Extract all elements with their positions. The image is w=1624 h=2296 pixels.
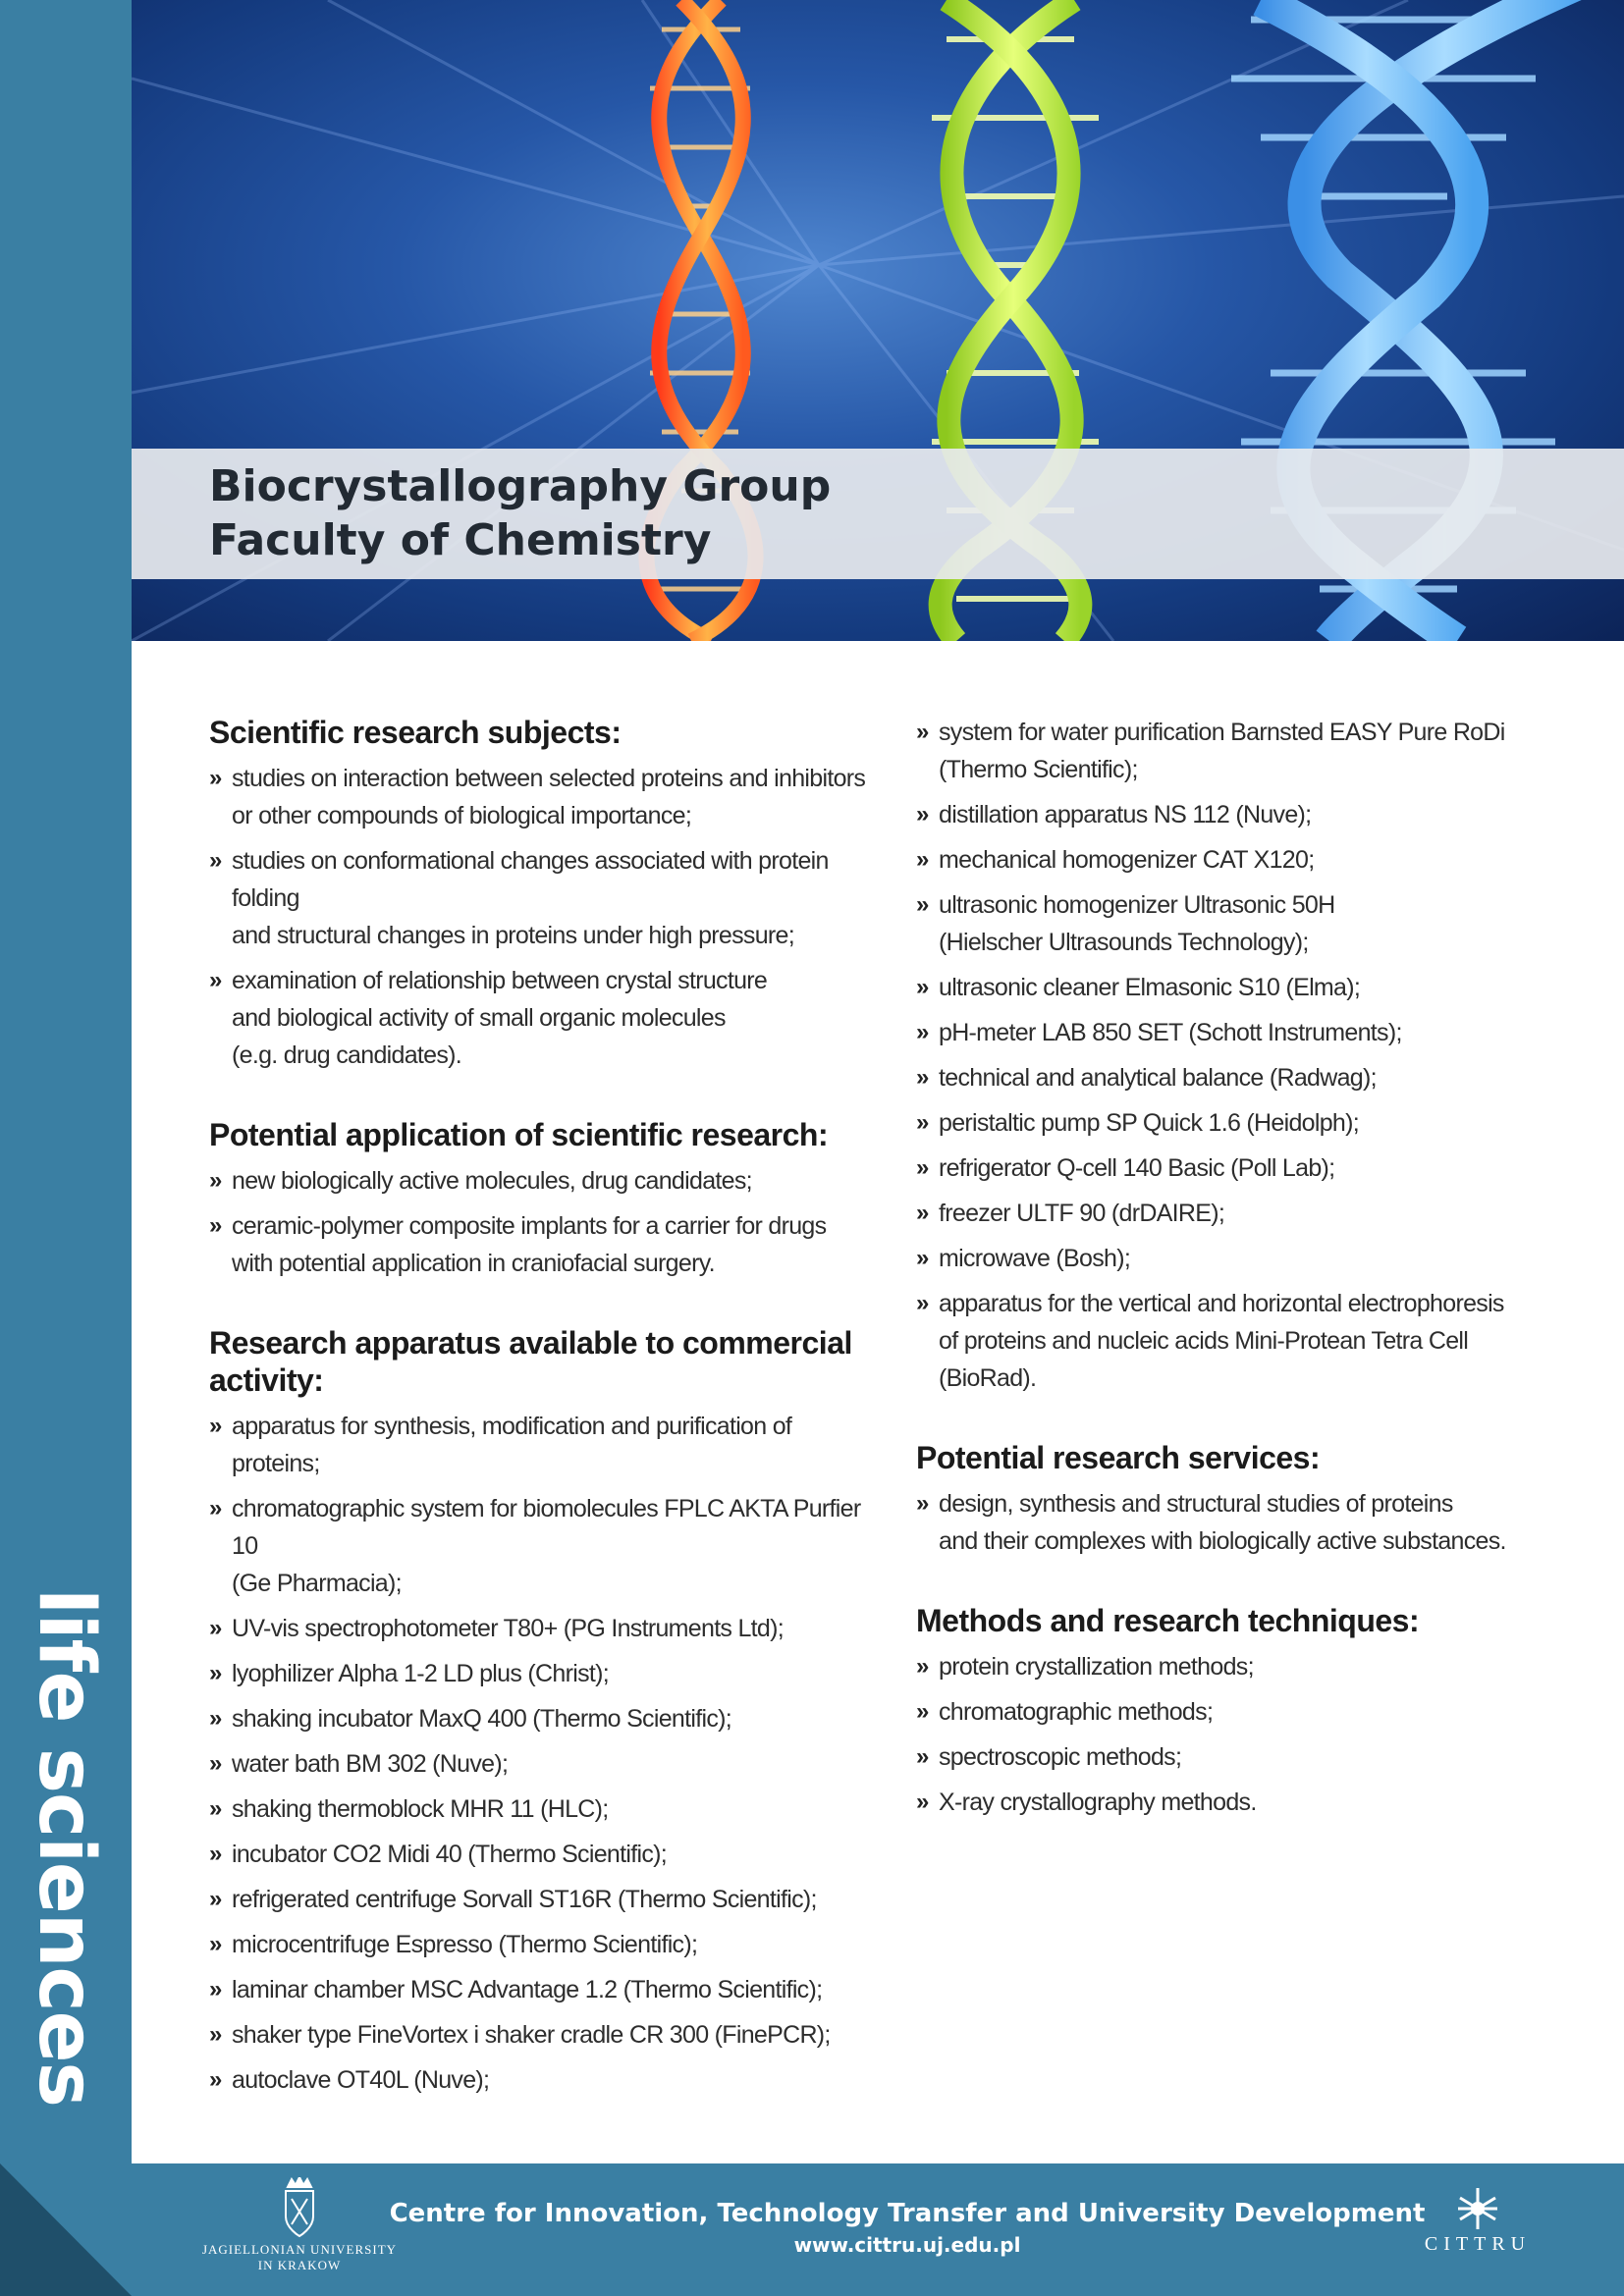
bullet-icon: » (209, 1976, 222, 2002)
list-item: » incubator CO2 Midi 40 (Thermo Scientific); (209, 1836, 877, 1873)
bullet-icon: » (209, 1705, 222, 1732)
list-item: » autoclave OT40L (Nuve); (209, 2061, 877, 2099)
cittru-logo-text: CITTRU (1424, 2233, 1532, 2255)
list-item: » water bath BM 302 (Nuve); (209, 1745, 877, 1783)
list-item: » shaking thermoblock MHR 11 (HLC); (209, 1790, 877, 1828)
list-item: » apparatus for synthesis, modification and purification of proteins; (209, 1408, 877, 1482)
list-item: » technical and analytical balance (Radwag); (916, 1059, 1584, 1096)
footer-url-link[interactable]: www.cittru.uj.edu.pl (793, 2233, 1021, 2257)
list-item: » studies on interaction between selected proteins and inhibitors or other compounds of biological importance; (209, 760, 877, 834)
bullet-icon: » (916, 801, 929, 828)
list-item: » pH-meter LAB 850 SET (Schott Instruments); (916, 1014, 1584, 1051)
uj-logo-text: JAGIELLONIAN UNIVERSITY IN KRAKOW (201, 2242, 398, 2272)
bullet-icon: » (916, 1743, 929, 1770)
bullet-icon: » (916, 1653, 929, 1680)
methods-list (916, 1648, 1584, 1821)
research-services-list (916, 1485, 1584, 1560)
bullet-icon: » (916, 1245, 929, 1271)
section-heading-research-subjects: Scientific research subjects: (209, 715, 622, 750)
potential-application-list (209, 1162, 877, 1282)
bullet-icon: » (209, 765, 222, 791)
sidebar-corner-decoration (0, 2163, 132, 2296)
list-item: » examination of relationship between crystal structure and biological activity of small organic molecules (e.g. drug candidates). (209, 962, 877, 1074)
list-item: » refrigerated centrifuge Sorvall ST16R (Thermo Scientific); (209, 1881, 877, 1918)
bullet-icon: » (916, 846, 929, 873)
bullet-icon: » (209, 847, 222, 874)
footer-title: Centre for Innovation, Technology Transfer and University Development (389, 2199, 1426, 2228)
bullet-icon: » (209, 2021, 222, 2048)
bullet-icon: » (916, 1789, 929, 1815)
right-column (916, 714, 1584, 1821)
list-item: » apparatus for the vertical and horizontal electrophoresis of proteins and nucleic acids Mini-Protean Tetra Cell (BioRad). (916, 1285, 1584, 1397)
list-item: » ultrasonic cleaner Elmasonic S10 (Elma); (916, 969, 1584, 1006)
bullet-icon: » (916, 1019, 929, 1045)
list-item: » lyophilizer Alpha 1-2 LD plus (Christ); (209, 1655, 877, 1692)
section-heading-potential-application: Potential application of scientific research: (209, 1117, 829, 1152)
research-apparatus-list (209, 1408, 877, 2099)
list-item: » distillation apparatus NS 112 (Nuve); (916, 796, 1584, 833)
list-item: » shaker type FineVortex i shaker cradle CR 300 (FinePCR); (209, 2016, 877, 2054)
bullet-icon: » (916, 719, 929, 745)
bullet-icon: » (209, 2066, 222, 2093)
list-item: » new biologically active molecules, drug candidates; (209, 1162, 877, 1200)
bullet-icon: » (209, 1615, 222, 1641)
section-heading-research-services: Potential research services: (916, 1440, 1321, 1475)
list-item: » shaking incubator MaxQ 400 (Thermo Scientific); (209, 1700, 877, 1737)
bullet-icon: » (209, 1413, 222, 1439)
list-item: » design, synthesis and structural studies of proteins and their complexes with biologically active substances. (916, 1485, 1584, 1560)
list-item: » peristaltic pump SP Quick 1.6 (Heidolph); (916, 1104, 1584, 1142)
bullet-icon: » (209, 1167, 222, 1194)
left-column (209, 714, 877, 2099)
section-heading-methods: Methods and research techniques: (916, 1603, 1420, 1638)
bullet-icon: » (916, 1490, 929, 1517)
cittru-logo[interactable] (1404, 2184, 1551, 2282)
list-item: » UV-vis spectrophotometer T80+ (PG Instruments Ltd); (209, 1610, 877, 1647)
bullet-icon: » (209, 1795, 222, 1822)
bullet-icon: » (916, 1109, 929, 1136)
list-item: » freezer ULTF 90 (drDAIRE); (916, 1195, 1584, 1232)
bullet-icon: » (916, 974, 929, 1000)
side-category-label: life sciences (22, 1588, 110, 2107)
bullet-icon: » (209, 1212, 222, 1239)
page-title-faculty: Faculty of Chemistry (209, 515, 712, 565)
list-item: » system for water purification Barnsted EASY Pure RoDi (Thermo Scientific); (916, 714, 1584, 788)
list-item: » chromatographic methods; (916, 1693, 1584, 1731)
list-item: » ceramic-polymer composite implants for a carrier for drugs with potential application in craniofacial surgery. (209, 1207, 877, 1282)
bullet-icon: » (209, 1841, 222, 1867)
list-item: » X-ray crystallography methods. (916, 1784, 1584, 1821)
research-subjects-list (209, 760, 877, 1074)
cittru-star-icon (1404, 2184, 1551, 2233)
bullet-icon: » (209, 1750, 222, 1777)
bullet-icon: » (916, 1064, 929, 1091)
bullet-icon: » (209, 967, 222, 993)
list-item: » mechanical homogenizer CAT X120; (916, 841, 1584, 879)
list-item: » spectroscopic methods; (916, 1738, 1584, 1776)
research-apparatus-list-continued (916, 714, 1584, 1397)
bullet-icon: » (916, 1154, 929, 1181)
list-item: » protein crystallization methods; (916, 1648, 1584, 1685)
bullet-icon: » (916, 1698, 929, 1725)
list-item: » chromatographic system for biomolecules FPLC AKTA Purfier 10 (Ge Pharmacia); (209, 1490, 877, 1602)
bullet-icon: » (916, 891, 929, 918)
bullet-icon: » (916, 1200, 929, 1226)
list-item: » microwave (Bosh); (916, 1240, 1584, 1277)
bullet-icon: » (916, 1290, 929, 1316)
list-item: » refrigerator Q-cell 140 Basic (Poll Lab); (916, 1149, 1584, 1187)
jagiellonian-university-logo[interactable] (201, 2177, 398, 2285)
page-title-group: Biocrystallography Group (209, 461, 832, 511)
bullet-icon: » (209, 1931, 222, 1957)
list-item: » laminar chamber MSC Advantage 1.2 (Thermo Scientific); (209, 1971, 877, 2008)
section-heading-research-apparatus: Research apparatus available to commercial activity: (209, 1325, 852, 1398)
list-item: » microcentrifuge Espresso (Thermo Scientific); (209, 1926, 877, 1963)
list-item: » studies on conformational changes associated with protein folding and structural changes in proteins under high pressure; (209, 842, 877, 954)
bullet-icon: » (209, 1886, 222, 1912)
bullet-icon: » (209, 1660, 222, 1686)
list-item: » ultrasonic homogenizer Ultrasonic 50H (Hielscher Ultrasounds Technology); (916, 886, 1584, 961)
bullet-icon: » (209, 1495, 222, 1522)
